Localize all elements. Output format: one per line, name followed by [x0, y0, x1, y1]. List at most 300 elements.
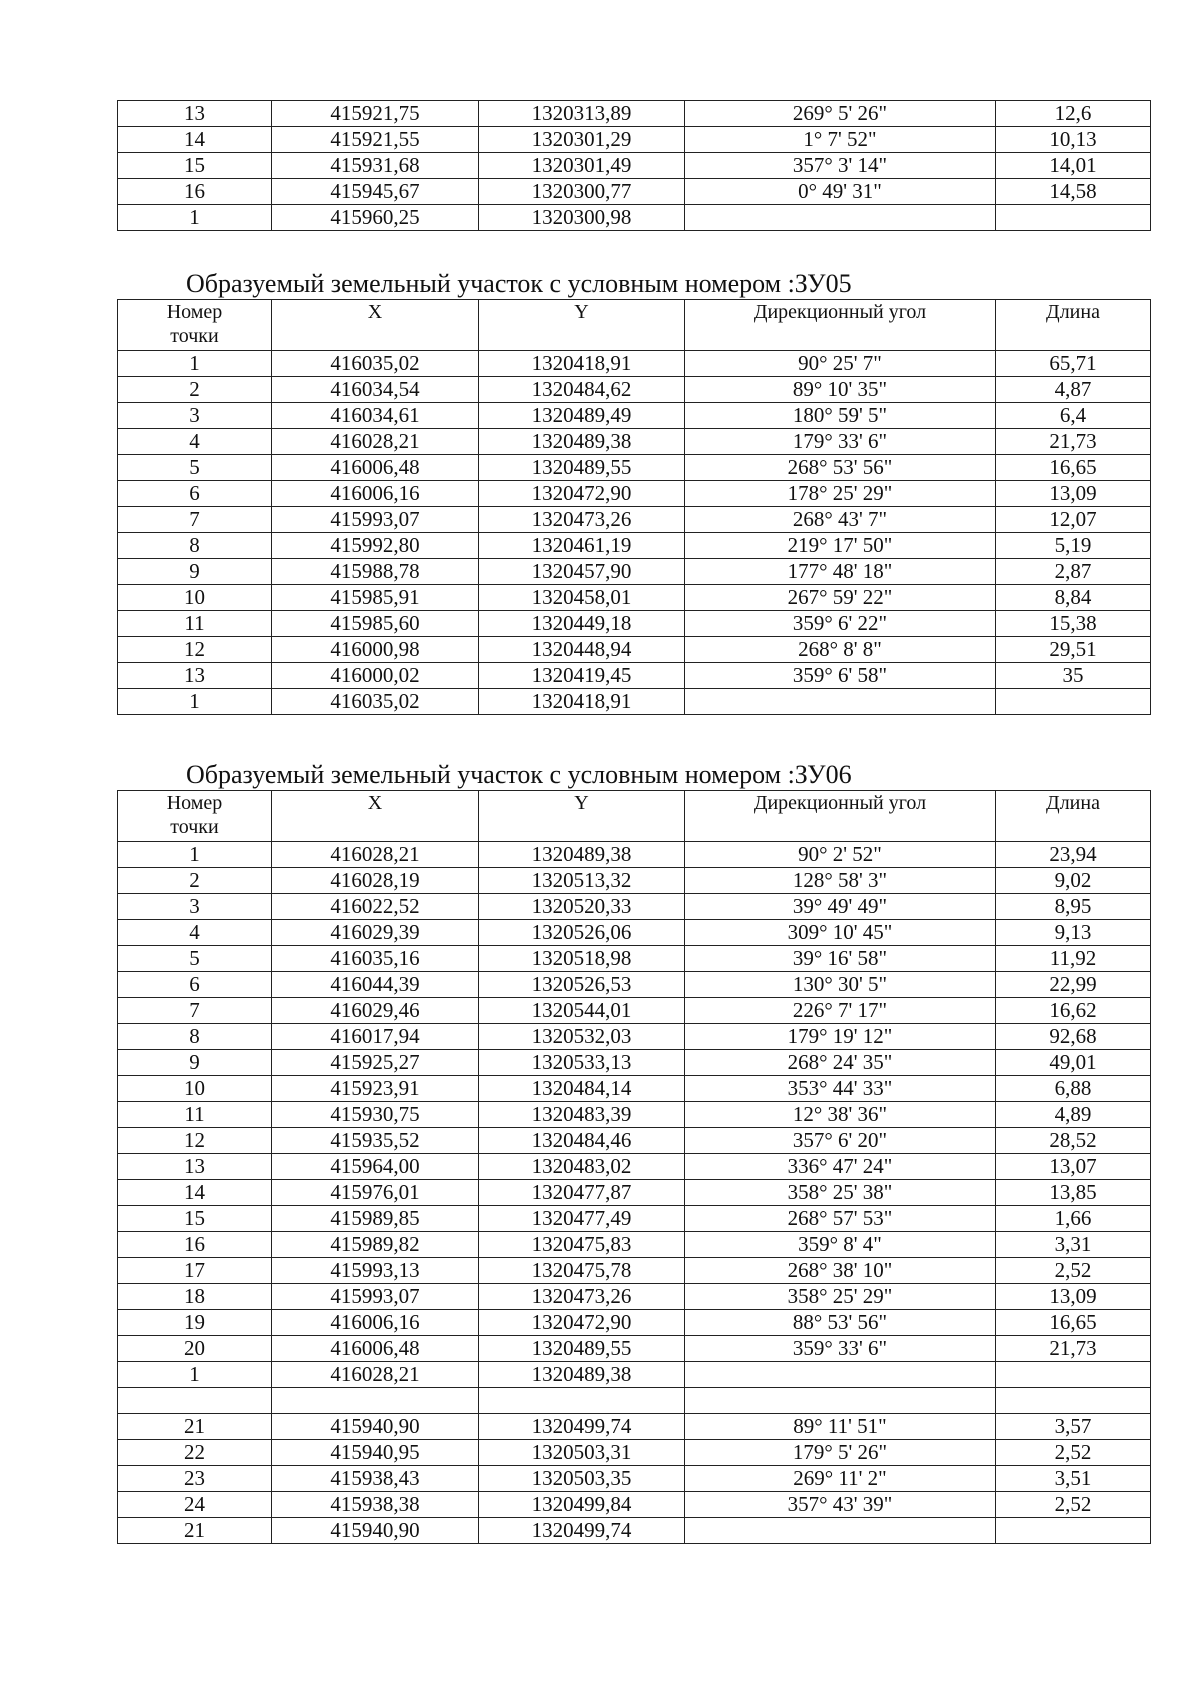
cell-angle: 267° 59' 22"	[685, 585, 996, 611]
cell-angle	[685, 205, 996, 231]
cell-length: 8,84	[996, 585, 1151, 611]
cell-y: 1320477,87	[479, 1180, 685, 1206]
cell-y: 1320489,49	[479, 403, 685, 429]
cell-x: 416006,48	[272, 1336, 479, 1362]
table-row	[118, 1102, 1151, 1128]
cell-y: 1320300,77	[479, 179, 685, 205]
table-row	[118, 1492, 1151, 1518]
cell-y: 1320484,46	[479, 1128, 685, 1154]
table-row	[118, 1050, 1151, 1076]
cell-length: 11,92	[996, 946, 1151, 972]
cell-angle: 39° 49' 49"	[685, 894, 996, 920]
zu06-table-body	[118, 842, 1151, 1544]
cell-point-number: 9	[118, 1050, 272, 1076]
cell-length: 16,62	[996, 998, 1151, 1024]
cell-x: 415938,38	[272, 1492, 479, 1518]
cell-y: 1320418,91	[479, 351, 685, 377]
zu05-table-header	[118, 300, 1151, 351]
table-row	[118, 972, 1151, 998]
cell-y: 1320518,98	[479, 946, 685, 972]
cell-x: 415976,01	[272, 1180, 479, 1206]
cell-y: 1320477,49	[479, 1206, 685, 1232]
cell-y: 1320457,90	[479, 559, 685, 585]
cell-length: 16,65	[996, 455, 1151, 481]
cell-x: 416028,21	[272, 842, 479, 868]
cell-x: 416000,98	[272, 637, 479, 663]
table-row	[118, 946, 1151, 972]
cell-length: 12,07	[996, 507, 1151, 533]
cell-point-number: 16	[118, 1232, 272, 1258]
table-row	[118, 920, 1151, 946]
cell-point-number: 1	[118, 1362, 272, 1388]
cell-point-number: 17	[118, 1258, 272, 1284]
cell-point-number: 15	[118, 1206, 272, 1232]
cell-y: 1320499,74	[479, 1518, 685, 1544]
cell-length: 4,87	[996, 377, 1151, 403]
header-x: X	[272, 791, 479, 842]
table-row	[118, 637, 1151, 663]
table-row	[118, 894, 1151, 920]
cell-point-number: 7	[118, 998, 272, 1024]
table-row	[118, 689, 1151, 715]
table-row	[118, 455, 1151, 481]
cell-x: 416035,02	[272, 351, 479, 377]
cell-angle: 353° 44' 33"	[685, 1076, 996, 1102]
cell-y: 1320449,18	[479, 611, 685, 637]
cell-length: 22,99	[996, 972, 1151, 998]
table-row	[118, 101, 1151, 127]
cell-x: 416044,39	[272, 972, 479, 998]
cell-length: 92,68	[996, 1024, 1151, 1050]
cell-x: 415992,80	[272, 533, 479, 559]
cell-length: 16,65	[996, 1310, 1151, 1336]
header-point-number	[118, 791, 272, 842]
cell-x: 416022,52	[272, 894, 479, 920]
table-row	[118, 205, 1151, 231]
table-row	[118, 507, 1151, 533]
cell-x: 416028,21	[272, 429, 479, 455]
cell-length: 2,87	[996, 559, 1151, 585]
cell-point-number: 12	[118, 1128, 272, 1154]
cell-x: 415993,13	[272, 1258, 479, 1284]
cell-point-number: 1	[118, 842, 272, 868]
cell-angle: 226° 7' 17"	[685, 998, 996, 1024]
table-row	[118, 1128, 1151, 1154]
cell-x: 415940,90	[272, 1518, 479, 1544]
cell-x: 415921,55	[272, 127, 479, 153]
table-row	[118, 1466, 1151, 1492]
cell-point-number: 5	[118, 455, 272, 481]
cell-x: 415985,60	[272, 611, 479, 637]
table-row	[118, 663, 1151, 689]
cell-length: 49,01	[996, 1050, 1151, 1076]
table-row	[118, 1518, 1151, 1544]
cell-y: 1320484,14	[479, 1076, 685, 1102]
table-row	[118, 1336, 1151, 1362]
cell-point-number: 10	[118, 1076, 272, 1102]
cell-y: 1320513,32	[479, 868, 685, 894]
cell-point-number: 14	[118, 1180, 272, 1206]
cell-length: 3,31	[996, 1232, 1151, 1258]
cell-length	[996, 1388, 1151, 1414]
table-row	[118, 127, 1151, 153]
cell-length: 9,13	[996, 920, 1151, 946]
cell-y: 1320300,98	[479, 205, 685, 231]
header-length: Длина	[996, 791, 1151, 842]
cell-angle: 89° 11' 51"	[685, 1414, 996, 1440]
cell-angle: 358° 25' 38"	[685, 1180, 996, 1206]
cell-x: 415989,85	[272, 1206, 479, 1232]
cell-length	[996, 1362, 1151, 1388]
cell-point-number: 18	[118, 1284, 272, 1310]
cell-point-number: 15	[118, 153, 272, 179]
cell-point-number: 8	[118, 533, 272, 559]
cell-angle: 88° 53' 56"	[685, 1310, 996, 1336]
table-row	[118, 1388, 1151, 1414]
cell-angle: 90° 25' 7"	[685, 351, 996, 377]
cell-point-number: 7	[118, 507, 272, 533]
cell-angle: 128° 58' 3"	[685, 868, 996, 894]
cell-length: 3,57	[996, 1414, 1151, 1440]
table-row	[118, 1440, 1151, 1466]
cell-length: 13,09	[996, 1284, 1151, 1310]
cell-x: 416035,02	[272, 689, 479, 715]
cell-angle: 309° 10' 45"	[685, 920, 996, 946]
cell-y: 1320499,74	[479, 1414, 685, 1440]
header-point-number-line1: Номер	[166, 301, 223, 323]
cell-x: 416034,61	[272, 403, 479, 429]
cell-angle: 268° 38' 10"	[685, 1258, 996, 1284]
cell-point-number: 3	[118, 403, 272, 429]
cell-y: 1320313,89	[479, 101, 685, 127]
cell-y: 1320533,13	[479, 1050, 685, 1076]
cell-x: 415989,82	[272, 1232, 479, 1258]
cell-x: 415993,07	[272, 1284, 479, 1310]
cell-angle	[685, 1518, 996, 1544]
cell-x: 415945,67	[272, 179, 479, 205]
cell-point-number: 16	[118, 179, 272, 205]
cell-length: 1,66	[996, 1206, 1151, 1232]
cell-x: 415988,78	[272, 559, 479, 585]
cell-angle: 358° 25' 29"	[685, 1284, 996, 1310]
cell-y: 1320458,01	[479, 585, 685, 611]
cell-x: 415960,25	[272, 205, 479, 231]
cell-point-number: 2	[118, 377, 272, 403]
cell-angle	[685, 689, 996, 715]
cell-length: 2,52	[996, 1440, 1151, 1466]
table-row	[118, 1024, 1151, 1050]
zu05-table-block	[117, 299, 1150, 715]
cell-angle: 336° 47' 24"	[685, 1154, 996, 1180]
cell-angle: 357° 3' 14"	[685, 153, 996, 179]
cell-angle: 359° 6' 58"	[685, 663, 996, 689]
cell-point-number: 1	[118, 351, 272, 377]
cell-angle: 357° 6' 20"	[685, 1128, 996, 1154]
cell-y: 1320503,35	[479, 1466, 685, 1492]
table-row	[118, 559, 1151, 585]
cell-angle: 179° 33' 6"	[685, 429, 996, 455]
cell-angle: 130° 30' 5"	[685, 972, 996, 998]
header-length: Длина	[996, 300, 1151, 351]
cell-length: 6,4	[996, 403, 1151, 429]
cell-y: 1320472,90	[479, 481, 685, 507]
cell-point-number: 8	[118, 1024, 272, 1050]
cell-length	[996, 205, 1151, 231]
cell-length	[996, 689, 1151, 715]
cell-y: 1320448,94	[479, 637, 685, 663]
cell-length	[996, 1518, 1151, 1544]
cell-x: 415921,75	[272, 101, 479, 127]
header-point-number-line1: Номер	[166, 792, 223, 814]
table-row	[118, 481, 1151, 507]
cell-length: 13,07	[996, 1154, 1151, 1180]
cell-length: 6,88	[996, 1076, 1151, 1102]
cell-angle: 269° 11' 2"	[685, 1466, 996, 1492]
table-row	[118, 585, 1151, 611]
cell-angle: 268° 53' 56"	[685, 455, 996, 481]
cell-y: 1320475,83	[479, 1232, 685, 1258]
cell-y: 1320489,38	[479, 1362, 685, 1388]
cell-y: 1320489,55	[479, 455, 685, 481]
cell-length: 14,58	[996, 179, 1151, 205]
table-row	[118, 377, 1151, 403]
cell-x: 415940,90	[272, 1414, 479, 1440]
cell-x: 415938,43	[272, 1466, 479, 1492]
cell-angle: 90° 2' 52"	[685, 842, 996, 868]
cell-x: 416028,21	[272, 1362, 479, 1388]
table-row	[118, 842, 1151, 868]
cell-point-number: 4	[118, 429, 272, 455]
cell-y: 1320475,78	[479, 1258, 685, 1284]
cell-x: 416006,16	[272, 1310, 479, 1336]
cell-point-number: 13	[118, 1154, 272, 1180]
cell-length: 13,09	[996, 481, 1151, 507]
cell-point-number: 11	[118, 1102, 272, 1128]
cell-y: 1320472,90	[479, 1310, 685, 1336]
cell-y: 1320526,53	[479, 972, 685, 998]
cell-angle: 179° 19' 12"	[685, 1024, 996, 1050]
cell-length: 13,85	[996, 1180, 1151, 1206]
zu06-table-header	[118, 791, 1151, 842]
cell-point-number: 9	[118, 559, 272, 585]
cell-length: 15,38	[996, 611, 1151, 637]
cell-point-number: 3	[118, 894, 272, 920]
header-angle: Дирекционный угол	[685, 300, 996, 351]
table-row	[118, 429, 1151, 455]
cell-angle: 268° 24' 35"	[685, 1050, 996, 1076]
cell-length: 21,73	[996, 1336, 1151, 1362]
header-point-number-line2: точки	[170, 325, 219, 347]
cell-x: 416017,94	[272, 1024, 479, 1050]
cell-x: 415993,07	[272, 507, 479, 533]
cell-length: 21,73	[996, 429, 1151, 455]
cell-angle: 180° 59' 5"	[685, 403, 996, 429]
cell-x: 416028,19	[272, 868, 479, 894]
cell-length: 3,51	[996, 1466, 1151, 1492]
cell-y: 1320473,26	[479, 1284, 685, 1310]
cell-y: 1320526,06	[479, 920, 685, 946]
cell-length: 12,6	[996, 101, 1151, 127]
cell-point-number: 6	[118, 972, 272, 998]
cell-point-number: 13	[118, 663, 272, 689]
cell-x: 416006,16	[272, 481, 479, 507]
cell-angle: 39° 16' 58"	[685, 946, 996, 972]
cell-angle: 268° 57' 53"	[685, 1206, 996, 1232]
cell-point-number: 13	[118, 101, 272, 127]
cell-x: 416034,54	[272, 377, 479, 403]
table-row	[118, 1258, 1151, 1284]
header-point-number	[118, 300, 272, 351]
table-row	[118, 1076, 1151, 1102]
cell-length: 4,89	[996, 1102, 1151, 1128]
table-row	[118, 1154, 1151, 1180]
cell-angle: 357° 43' 39"	[685, 1492, 996, 1518]
cell-x: 415930,75	[272, 1102, 479, 1128]
cell-length: 14,01	[996, 153, 1151, 179]
cell-angle: 1° 7' 52"	[685, 127, 996, 153]
table-row	[118, 1206, 1151, 1232]
zu05-table-body	[118, 351, 1151, 715]
header-row	[118, 300, 1151, 351]
cell-length: 2,52	[996, 1492, 1151, 1518]
cell-y: 1320489,38	[479, 842, 685, 868]
cell-y: 1320483,02	[479, 1154, 685, 1180]
table-row	[118, 1310, 1151, 1336]
cell-point-number: 10	[118, 585, 272, 611]
cell-length: 2,52	[996, 1258, 1151, 1284]
cell-y	[479, 1388, 685, 1414]
cell-length: 5,19	[996, 533, 1151, 559]
cell-length: 23,94	[996, 842, 1151, 868]
cell-angle: 269° 5' 26"	[685, 101, 996, 127]
table-row	[118, 1180, 1151, 1206]
header-row	[118, 791, 1151, 842]
cell-angle	[685, 1362, 996, 1388]
table-row	[118, 403, 1151, 429]
cell-x: 416006,48	[272, 455, 479, 481]
cell-angle: 89° 10' 35"	[685, 377, 996, 403]
cell-point-number: 22	[118, 1440, 272, 1466]
table-row	[118, 868, 1151, 894]
section-title-zu05: Образуемый земельный участок с условным номером :ЗУ05	[186, 269, 852, 298]
table-row	[118, 1414, 1151, 1440]
cell-x: 415964,00	[272, 1154, 479, 1180]
cell-length: 35	[996, 663, 1151, 689]
cell-length: 65,71	[996, 351, 1151, 377]
cell-angle: 12° 38' 36"	[685, 1102, 996, 1128]
cell-y: 1320532,03	[479, 1024, 685, 1050]
cell-angle: 219° 17' 50"	[685, 533, 996, 559]
cell-x: 415940,95	[272, 1440, 479, 1466]
cell-point-number: 21	[118, 1414, 272, 1440]
cell-length: 10,13	[996, 127, 1151, 153]
cell-y: 1320418,91	[479, 689, 685, 715]
zu05-coordinates-table	[117, 299, 1151, 715]
cell-point-number: 23	[118, 1466, 272, 1492]
cell-point-number: 19	[118, 1310, 272, 1336]
cell-point-number: 20	[118, 1336, 272, 1362]
cell-x: 416035,16	[272, 946, 479, 972]
cell-y: 1320544,01	[479, 998, 685, 1024]
cell-y: 1320483,39	[479, 1102, 685, 1128]
cell-y: 1320473,26	[479, 507, 685, 533]
cell-x: 415923,91	[272, 1076, 479, 1102]
cell-x: 416029,39	[272, 920, 479, 946]
cell-point-number: 24	[118, 1492, 272, 1518]
cell-point-number: 21	[118, 1518, 272, 1544]
cell-y: 1320489,38	[479, 429, 685, 455]
cell-angle: 359° 33' 6"	[685, 1336, 996, 1362]
cell-x: 415925,27	[272, 1050, 479, 1076]
cell-y: 1320461,19	[479, 533, 685, 559]
continuation-table-body	[118, 101, 1151, 231]
cell-y: 1320419,45	[479, 663, 685, 689]
cell-point-number: 6	[118, 481, 272, 507]
table-row	[118, 1362, 1151, 1388]
table-row	[118, 998, 1151, 1024]
cell-angle: 177° 48' 18"	[685, 559, 996, 585]
header-y: Y	[479, 300, 685, 351]
cell-angle: 268° 8' 8"	[685, 637, 996, 663]
header-x: X	[272, 300, 479, 351]
zu06-table-block	[117, 790, 1150, 1544]
header-angle: Дирекционный угол	[685, 791, 996, 842]
cell-y: 1320499,84	[479, 1492, 685, 1518]
cell-point-number	[118, 1388, 272, 1414]
cell-y: 1320301,49	[479, 153, 685, 179]
cell-length: 9,02	[996, 868, 1151, 894]
section-title-zu06: Образуемый земельный участок с условным номером :ЗУ06	[186, 760, 852, 789]
cell-length: 29,51	[996, 637, 1151, 663]
cell-angle: 179° 5' 26"	[685, 1440, 996, 1466]
table-row	[118, 351, 1151, 377]
cell-point-number: 11	[118, 611, 272, 637]
cell-angle: 178° 25' 29"	[685, 481, 996, 507]
cell-angle: 0° 49' 31"	[685, 179, 996, 205]
cell-x	[272, 1388, 479, 1414]
cell-point-number: 1	[118, 689, 272, 715]
cell-y: 1320520,33	[479, 894, 685, 920]
cell-angle: 268° 43' 7"	[685, 507, 996, 533]
cell-angle: 359° 6' 22"	[685, 611, 996, 637]
cell-x: 416029,46	[272, 998, 479, 1024]
continuation-coordinates-table	[117, 100, 1151, 231]
cell-x: 415931,68	[272, 153, 479, 179]
cell-x: 416000,02	[272, 663, 479, 689]
cell-point-number: 5	[118, 946, 272, 972]
header-y: Y	[479, 791, 685, 842]
header-point-number-line2: точки	[170, 816, 219, 838]
cell-point-number: 14	[118, 127, 272, 153]
cell-angle	[685, 1388, 996, 1414]
table-row	[118, 1232, 1151, 1258]
table-row	[118, 533, 1151, 559]
table-row	[118, 153, 1151, 179]
cell-x: 415985,91	[272, 585, 479, 611]
cell-point-number: 12	[118, 637, 272, 663]
table-row	[118, 179, 1151, 205]
cell-angle: 359° 8' 4"	[685, 1232, 996, 1258]
continuation-table-block	[117, 100, 1150, 231]
cell-point-number: 2	[118, 868, 272, 894]
table-row	[118, 1284, 1151, 1310]
cell-y: 1320484,62	[479, 377, 685, 403]
table-row	[118, 611, 1151, 637]
cell-length: 8,95	[996, 894, 1151, 920]
cell-x: 415935,52	[272, 1128, 479, 1154]
zu06-coordinates-table	[117, 790, 1151, 1544]
cell-point-number: 4	[118, 920, 272, 946]
